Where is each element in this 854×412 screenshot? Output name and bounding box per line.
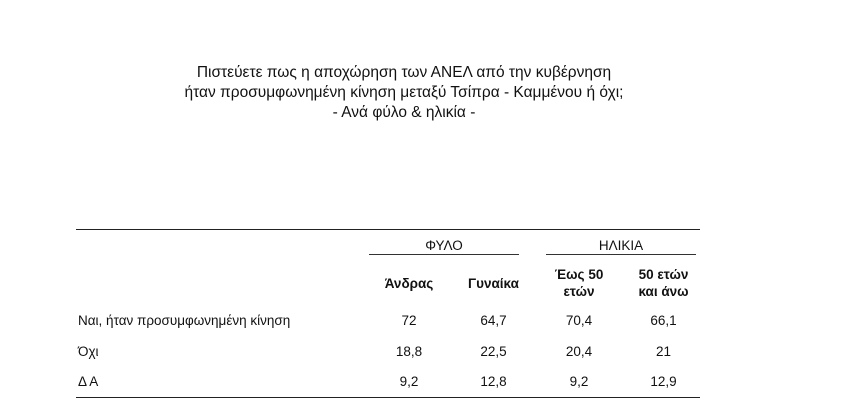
table-top-rule — [76, 229, 700, 230]
table-cell: 64,7 — [480, 313, 507, 328]
row-label: Όχι — [78, 344, 99, 359]
column-header-line: Άνδρας — [384, 276, 434, 291]
table-cell: 20,4 — [565, 344, 593, 359]
table-cell: 66,1 — [650, 313, 677, 328]
group-underline-age — [546, 254, 696, 255]
table-row-no — [76, 342, 700, 362]
table-cell: 12,9 — [650, 374, 677, 389]
column-header-line: 50 ετών — [638, 267, 689, 282]
title-line-1: Πιστεύετε πως η αποχώρηση των ΑΝΕΛ από την κυβέρνηση — [196, 64, 612, 81]
column-header-line: ετών — [563, 284, 595, 299]
results-table — [76, 229, 700, 399]
table-cell: 12,8 — [480, 374, 507, 389]
table-cell: 18,8 — [395, 344, 423, 359]
table-cell: 22,5 — [480, 344, 507, 359]
row-label: Δ Α — [78, 374, 99, 389]
column-header-female — [461, 275, 526, 292]
title-line-2: ήταν προσυμφωνημένη κίνηση μεταξύ Τσίπρα - Καμμένου ή όχι; — [184, 84, 624, 101]
table-row-dont-know — [76, 372, 700, 392]
column-header-male — [369, 275, 449, 292]
group-header-gender: ΦΥΛΟ — [425, 238, 463, 253]
title-line-3: - Ανά φύλο & ηλικία - — [332, 104, 476, 121]
row-label: Ναι, ήταν προσυμφωνημένη κίνηση — [78, 313, 291, 328]
column-header-line: και άνω — [638, 284, 689, 299]
table-cell: 9,2 — [399, 374, 419, 389]
survey-title — [0, 63, 808, 123]
table-cell: 70,4 — [565, 313, 593, 328]
group-header-age: ΗΛΙΚΙΑ — [598, 238, 644, 253]
table-cell: 21 — [655, 344, 672, 359]
column-header-line: Γυναίκα — [468, 276, 519, 291]
column-header-line: Έως 50 — [554, 267, 604, 282]
column-header-under-50 — [548, 266, 610, 300]
table-cell: 9,2 — [569, 374, 589, 389]
group-underline-gender — [369, 254, 519, 255]
table-row-yes — [76, 311, 700, 331]
table-cell: 72 — [401, 313, 417, 328]
table-bottom-rule — [76, 397, 700, 398]
column-header-50-plus — [626, 266, 701, 300]
